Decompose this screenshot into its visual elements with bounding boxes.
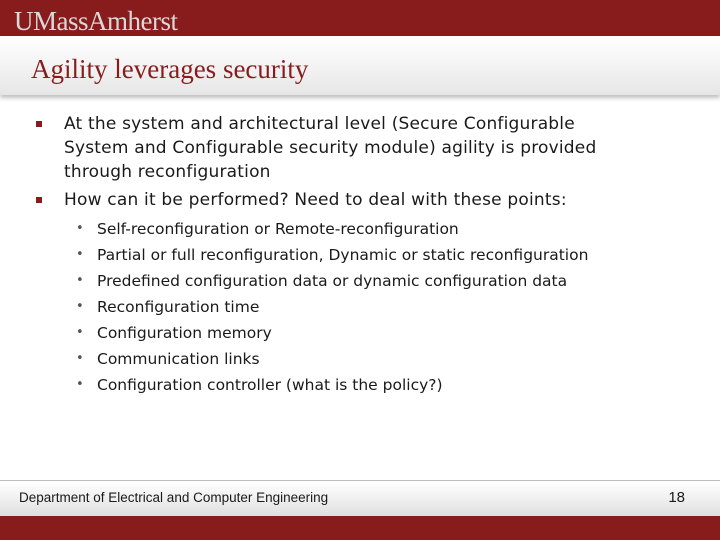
slide-title: Agility leverages security: [31, 54, 309, 84]
department-name: Department of Electrical and Computer Engineering: [19, 490, 329, 505]
sub-bullet-item: [76, 320, 697, 346]
sub-bullet-text: Reconfiguration time: [97, 298, 260, 316]
square-bullet-icon: [36, 121, 42, 127]
sub-bullet-item: [76, 268, 697, 294]
sub-bullet-item: [76, 216, 697, 242]
dot-bullet-icon: •: [76, 299, 84, 314]
bullet-item: [64, 188, 704, 212]
sub-bullet-text: Partial or full reconfiguration, Dynamic or static reconfiguration: [97, 246, 589, 264]
sub-bullet-item: [76, 372, 697, 398]
bullet-line: System and Configurable security module) agility is provided: [64, 138, 597, 158]
umass-amherst-logo: UMassAmherst: [14, 6, 178, 36]
sub-bullet-text: Communication links: [97, 350, 260, 368]
dot-bullet-icon: •: [76, 351, 84, 366]
square-bullet-icon: [36, 197, 42, 203]
sub-bullet-item: [76, 346, 697, 372]
dot-bullet-icon: •: [76, 273, 84, 288]
dot-bullet-icon: •: [76, 377, 84, 392]
sub-bullet-text: Self-reconfiguration or Remote-reconfiguration: [97, 220, 459, 238]
bullet-line: through reconfiguration: [64, 162, 271, 182]
sub-bullet-item: [76, 242, 697, 268]
bullet-line: At the system and architectural level (Secure Configurable: [64, 114, 575, 134]
dot-bullet-icon: •: [76, 221, 84, 236]
sub-bullet-text: Configuration controller (what is the policy?): [97, 376, 443, 394]
bullet-line: How can it be performed? Need to deal with these points:: [64, 190, 567, 210]
sub-bullet-text: Configuration memory: [97, 324, 272, 342]
sub-bullet-text: Predefined configuration data or dynamic configuration data: [97, 272, 568, 290]
bullet-item: [64, 112, 704, 184]
dot-bullet-icon: •: [76, 325, 84, 340]
dot-bullet-icon: •: [76, 247, 84, 262]
sub-bullet-item: [76, 294, 697, 320]
page-number: 18: [668, 489, 685, 506]
footer-strip: [0, 516, 720, 540]
